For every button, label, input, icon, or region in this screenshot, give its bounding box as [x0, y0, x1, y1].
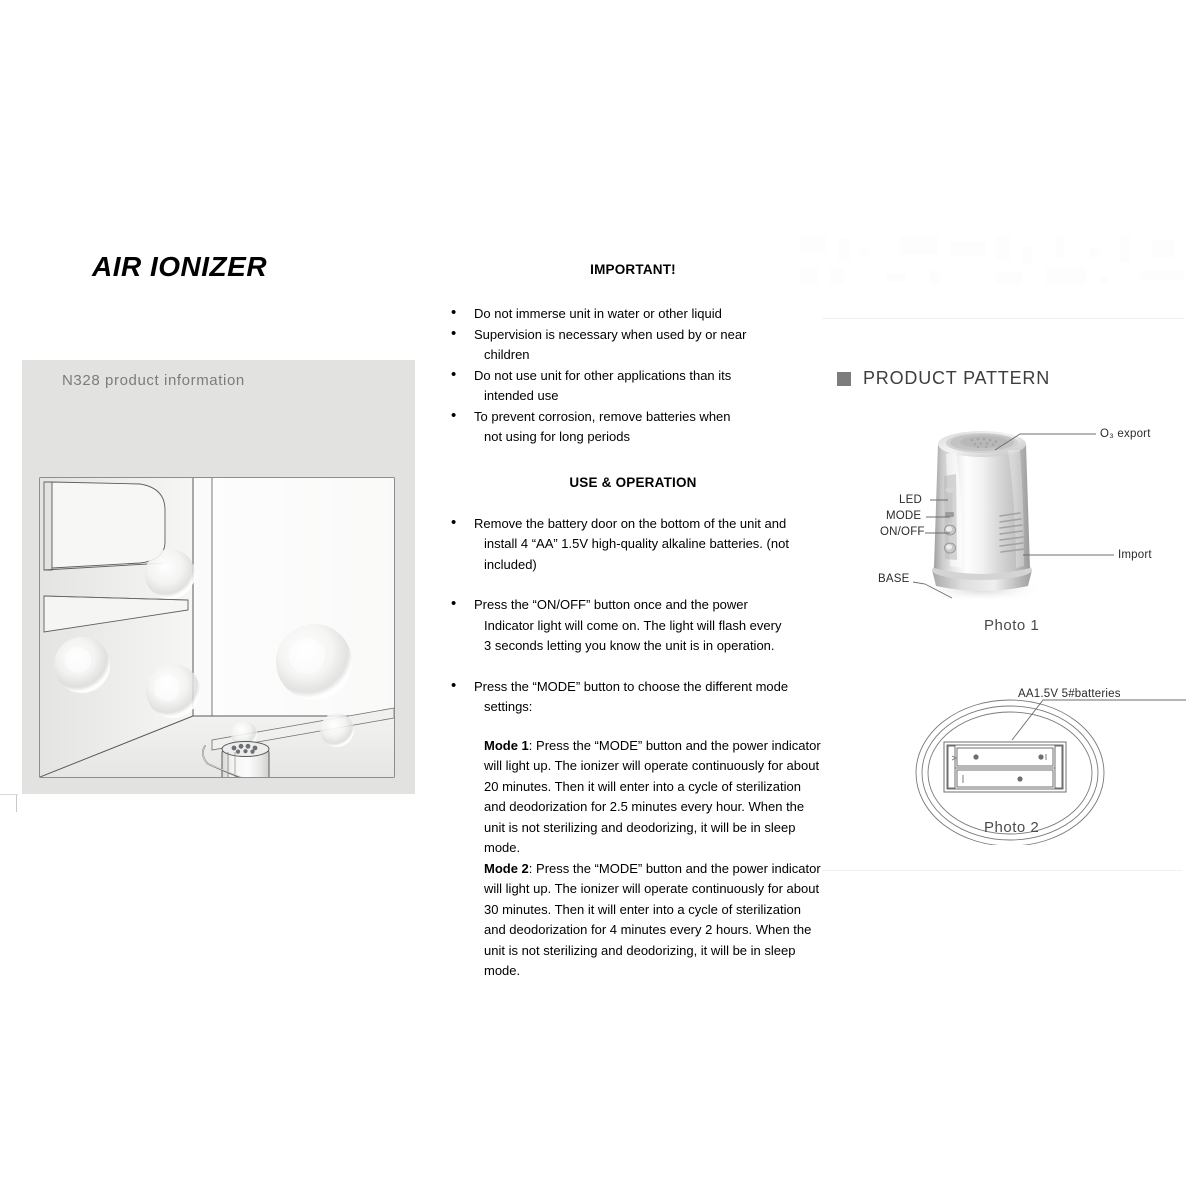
mode-1-text: : Press the “MODE” button and the power indicator will light up. The ionizer will operate continuously for about 20 minutes. Then it will enter into a cycle of sterilization and deodorization for 2.5 minutes every hour. When the unit is not sterilizing and deodorizing, it will be in sleep mode.: [484, 737, 821, 855]
product-pattern-title: PRODUCT PATTERN: [863, 368, 1051, 388]
callout-led: LED: [899, 494, 922, 506]
bullet-text: Remove the battery door on the bottom of the unit and: [474, 515, 787, 531]
callout-import: Import: [1118, 549, 1152, 561]
list-item: [440, 366, 826, 407]
bullet-text-cont: not using for long periods: [484, 429, 630, 444]
callout-batteries: AA1.5V 5#batteries: [1018, 688, 1121, 700]
refrigerator-interior-illustration: [22, 360, 415, 794]
instructions-column: [440, 262, 826, 982]
illustration-caption: N328 product information: [62, 372, 245, 389]
ionizer-unit-in-scene: [222, 742, 269, 795]
bullet-text-cont: install 4 “AA” 1.5V high-quality alkaline batteries. (not: [484, 536, 789, 551]
square-bullet-icon: [837, 372, 851, 386]
crop-mark-horizontal: [0, 794, 18, 795]
callout-o3-export: O₃ export: [1100, 428, 1151, 440]
use-operation-bullet-list: [440, 514, 826, 718]
important-bullet-list: [440, 304, 826, 448]
list-item: [440, 304, 826, 325]
use-operation-heading: USE & OPERATION: [569, 474, 697, 490]
mode-2-label: Mode 2: [484, 860, 529, 876]
divider-top: [822, 318, 1184, 319]
crop-mark-vertical: [16, 794, 17, 812]
list-item: [440, 595, 826, 657]
mode-1-label: Mode 1: [484, 737, 529, 753]
list-item: [440, 514, 826, 576]
bullet-text: Press the “ON/OFF” button once and the power: [474, 597, 748, 612]
list-item: [440, 407, 826, 448]
bullet-text: Supervision is necessary when used by or near: [474, 326, 747, 342]
important-heading: IMPORTANT!: [590, 262, 676, 277]
mode-2-text: : Press the “MODE” button and the power indicator will light up. The ionizer will operate continuously for about 30 minutes. Then it will enter into a cycle of sterilization and deodorization for 4 minutes every 2 hours. When the unit is not sterilizing and deodorizing, it will be in sleep mode.: [484, 860, 821, 978]
photo1-caption: Photo 1: [984, 617, 1040, 634]
bullet-text: Do not use unit for other applications than its: [474, 367, 732, 383]
illustration-panel: [22, 360, 415, 794]
photo2-caption: Photo 2: [984, 819, 1040, 836]
photo2-figure: [900, 680, 1190, 845]
mode-2-paragraph: [440, 859, 826, 982]
divider-bottom: [822, 870, 1182, 871]
bullet-text-cont: children: [484, 347, 530, 362]
product-pattern-heading-group: [837, 368, 1050, 389]
battery-compartment-diagram: [900, 680, 1190, 845]
callout-base: BASE: [878, 573, 910, 585]
callout-onoff: ON/OFF: [880, 526, 925, 538]
top-ghost-artifacts: [800, 232, 1200, 284]
page-title: AIR IONIZER: [92, 251, 268, 282]
bullet-text-cont: 3 seconds letting you know the unit is in operation.: [484, 638, 775, 653]
bullet-text-cont: settings:: [484, 699, 533, 714]
bullet-text-cont: intended use: [484, 388, 559, 403]
bullet-text-cont: Indicator light will come on. The light will flash every: [484, 617, 782, 633]
bullet-text: Press the “MODE” button to choose the different mode: [474, 678, 789, 694]
bullet-text: To prevent corrosion, remove batteries when: [474, 408, 731, 424]
bullet-text-cont: included): [484, 556, 537, 572]
callout-mode: MODE: [886, 510, 922, 522]
bullet-text: Do not immerse unit in water or other liquid: [474, 306, 722, 321]
list-item: [440, 325, 826, 366]
list-item: [440, 677, 826, 718]
mode-1-paragraph: [440, 736, 826, 859]
